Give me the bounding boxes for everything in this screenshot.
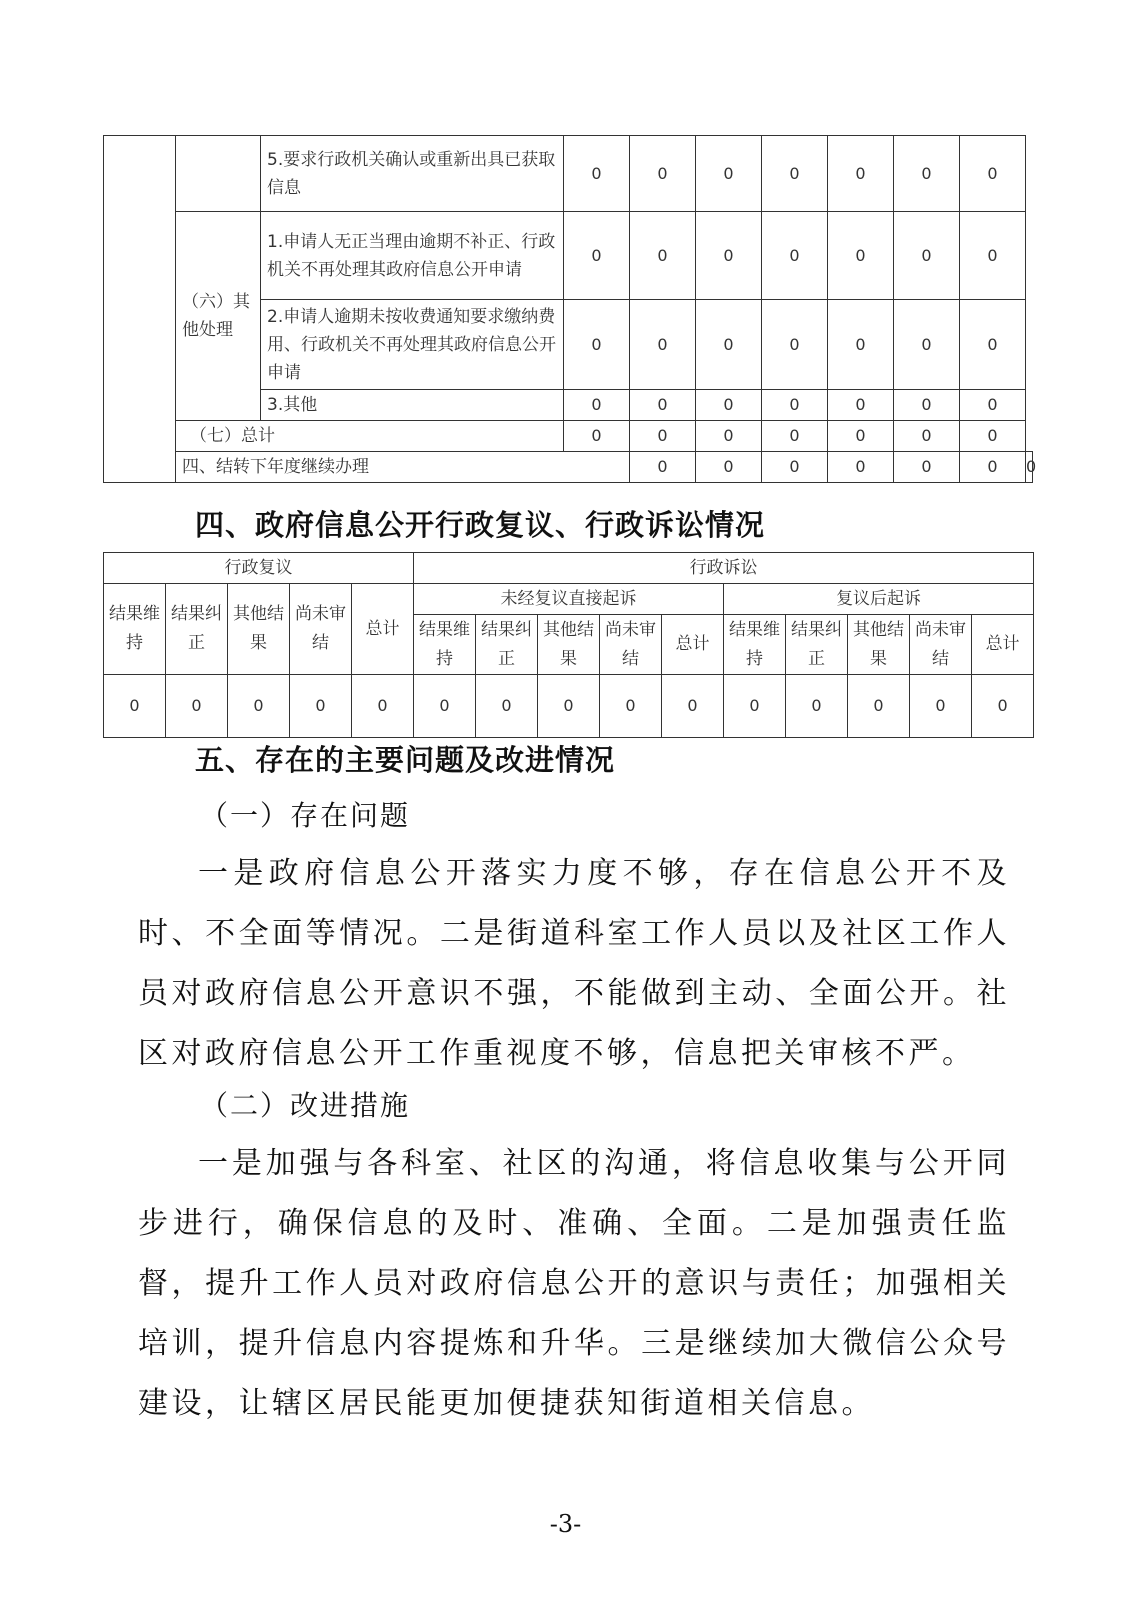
table-cell: 0 (762, 452, 828, 483)
column-header: 尚未审结 (290, 584, 352, 675)
table-cell: 0 (894, 390, 960, 421)
table-cell: 0 (104, 675, 166, 738)
table-cell: 0 (894, 452, 960, 483)
table-cell: 0 (696, 212, 762, 300)
row-label: 2.申请人逾期未按收费通知要求缴纳费用、行政机关不再处理其政府信息公开申请 (261, 300, 564, 390)
statistics-table-continued (103, 135, 1037, 483)
column-header: 结果纠正 (786, 615, 848, 675)
row-label: 四、结转下年度继续办理 (176, 452, 630, 483)
table-cell: 0 (828, 390, 894, 421)
table-cell: 0 (414, 675, 476, 738)
header-review: 行政复议 (104, 553, 414, 584)
table-cell: 0 (166, 675, 228, 738)
table-cell: 0 (960, 390, 1026, 421)
table-cell: 0 (848, 675, 910, 738)
column-header: 尚未审结 (600, 615, 662, 675)
table-cell: 0 (960, 421, 1026, 452)
table-cell: 0 (696, 390, 762, 421)
page-number: -3- (549, 1510, 582, 1538)
table-row (104, 212, 1033, 300)
column-header: 其他结果 (848, 615, 910, 675)
row-label: 1.申请人无正当理由逾期不补正、行政机关不再处理其政府信息公开申请 (261, 212, 564, 300)
subheading: （二）改进措施 (200, 1089, 411, 1122)
table-cell: 0 (828, 212, 894, 300)
table-cell: 0 (564, 212, 630, 300)
column-header: 总计 (972, 615, 1034, 675)
table-cell: 0 (1026, 452, 1033, 483)
section-heading: 四、政府信息公开行政复议、行政诉讼情况 (195, 508, 766, 542)
section-heading: 五、存在的主要问题及改进情况 (195, 743, 616, 777)
header-after-review: 复议后起诉 (724, 584, 1034, 615)
column-header: 其他结果 (228, 584, 290, 675)
column-header: 结果维持 (724, 615, 786, 675)
table-cell: 0 (696, 421, 762, 452)
table-cell: 0 (564, 421, 630, 452)
table-cell: 0 (960, 212, 1026, 300)
table-cell: 0 (910, 675, 972, 738)
header-direct-suit: 未经复议直接起诉 (414, 584, 724, 615)
column-header: 结果纠正 (476, 615, 538, 675)
table-cell: 0 (290, 675, 352, 738)
review-litigation-table (103, 552, 1034, 738)
column-header: 结果纠正 (166, 584, 228, 675)
table-cell: 0 (630, 136, 696, 212)
table-cell: 0 (786, 675, 848, 738)
column-header: 结果维持 (414, 615, 476, 675)
table-cell: 0 (762, 300, 828, 390)
table-cell: 0 (564, 390, 630, 421)
table-cell: 0 (538, 675, 600, 738)
table-cell: 0 (960, 136, 1026, 212)
table-row (104, 136, 1033, 212)
row-label: 3.其他 (261, 390, 564, 421)
table-cell: 0 (662, 675, 724, 738)
table-cell: 0 (894, 421, 960, 452)
table-cell: 0 (630, 421, 696, 452)
table-cell: 0 (762, 421, 828, 452)
table-cell: 0 (476, 675, 538, 738)
subheading: （一）存在问题 (200, 799, 411, 832)
table-cell: 0 (828, 452, 894, 483)
table-cell: 0 (564, 300, 630, 390)
table-cell: 0 (894, 212, 960, 300)
table-cell: 0 (630, 452, 696, 483)
table-cell: 0 (762, 136, 828, 212)
table-cell: 0 (972, 675, 1034, 738)
table-cell: 0 (352, 675, 414, 738)
table-cell: 0 (762, 390, 828, 421)
paragraph: 一是政府信息公开落实力度不够，存在信息公开不及时、不全面等情况。二是街道科室工作人员以及社区工作人员对政府信息公开意识不强，不能做到主动、全面公开。社区对政府信息公开工作重视度不够，信息把关审核不严。 (138, 856, 1010, 1071)
table-cell: 0 (696, 136, 762, 212)
group-label: （六）其他处理 (176, 212, 261, 421)
table-cell: 0 (228, 675, 290, 738)
table-cell: 0 (894, 136, 960, 212)
table-cell: 0 (894, 300, 960, 390)
table-cell: 0 (696, 300, 762, 390)
table-cell: 0 (960, 452, 1026, 483)
table-row (104, 421, 1033, 452)
table-row (104, 452, 1033, 483)
table-cell: 0 (564, 136, 630, 212)
table-row (104, 584, 1034, 615)
table-cell: 0 (828, 136, 894, 212)
paragraph: 一是加强与各科室、社区的沟通，将信息收集与公开同步进行，确保信息的及时、准确、全面。二是加强责任监督，提升工作人员对政府信息公开的意识与责任；加强相关培训，提升信息内容提炼和升华。三是继续加大微信公众号建设，让辖区居民能更加便捷获知街道相关信息。 (138, 1146, 1010, 1421)
table-cell: 0 (630, 300, 696, 390)
column-header: 总计 (352, 584, 414, 675)
column-header: 尚未审结 (910, 615, 972, 675)
table-cell: 0 (762, 212, 828, 300)
table-cell: 0 (696, 452, 762, 483)
table-cell: 0 (630, 212, 696, 300)
column-header: 结果维持 (104, 584, 166, 675)
table-cell: 0 (828, 421, 894, 452)
column-header: 总计 (662, 615, 724, 675)
table-row (104, 675, 1034, 738)
column-header: 其他结果 (538, 615, 600, 675)
table-row (104, 553, 1034, 584)
row-label: （七）总计 (176, 421, 564, 452)
table-cell: 0 (724, 675, 786, 738)
table-cell-empty (176, 136, 261, 212)
table-cell: 0 (600, 675, 662, 738)
table-cell: 0 (960, 300, 1026, 390)
header-litigation: 行政诉讼 (414, 553, 1034, 584)
table-cell-empty (104, 136, 176, 483)
table-cell: 0 (630, 390, 696, 421)
table-cell: 0 (828, 300, 894, 390)
row-label: 5.要求行政机关确认或重新出具已获取信息 (261, 136, 564, 212)
